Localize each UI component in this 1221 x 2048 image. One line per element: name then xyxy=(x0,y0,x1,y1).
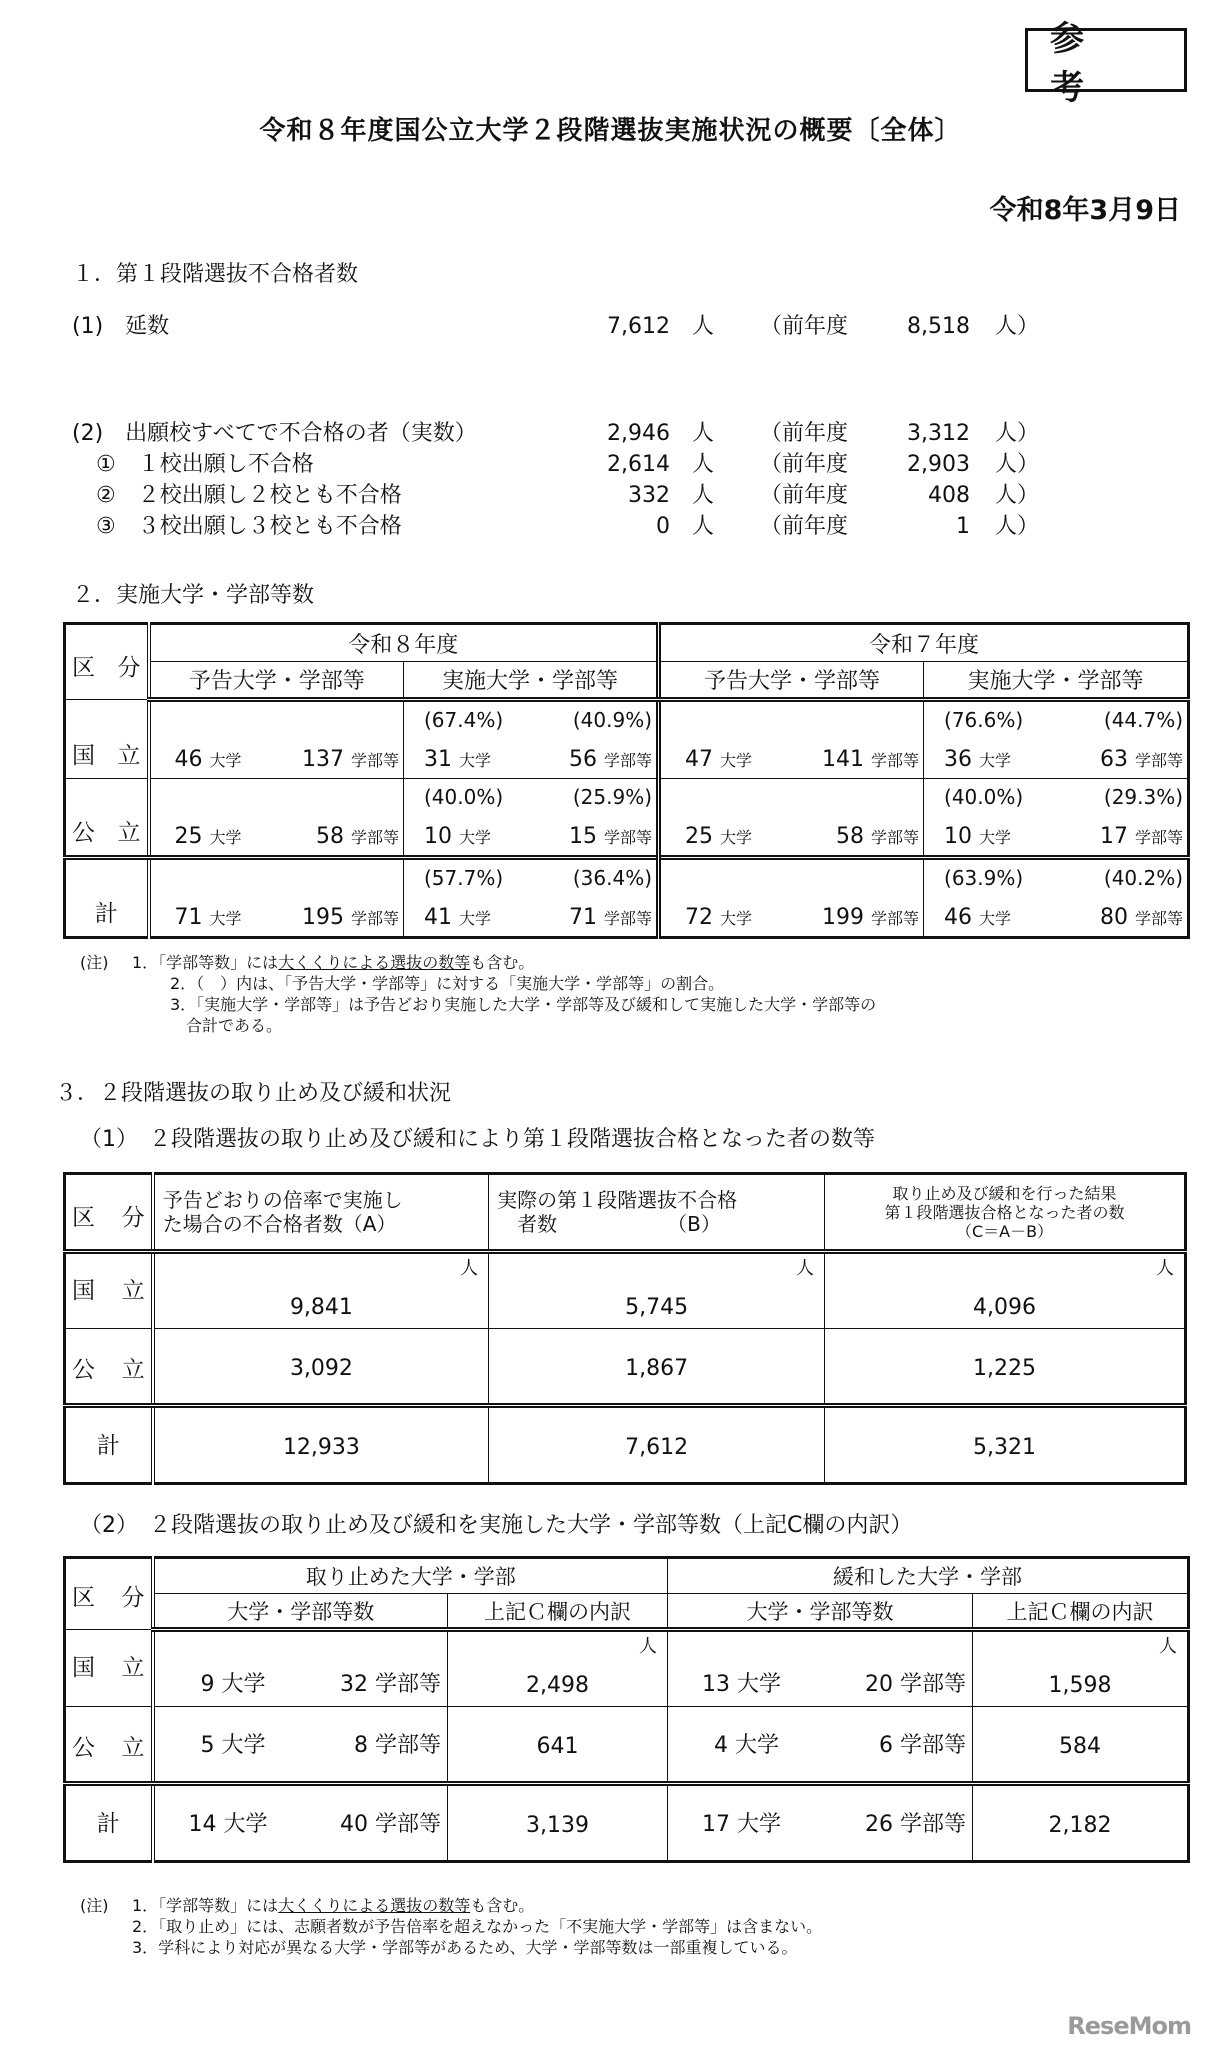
row-value: 7,612 xyxy=(607,314,670,339)
year-header-r7: 令和７年度 xyxy=(659,624,1189,662)
section1-row xyxy=(0,481,1221,511)
table-row: 国 立 46 大学 137 学部等 (67.4%) (40.9%) 31 大学 56 学部等 47 大学 141 学部等 (76.6%) (44.7%) 36 大学 63 学部等 xyxy=(65,700,1189,779)
group-header-stopped: 取り止めた大学・学部 xyxy=(153,1558,668,1594)
section1-row xyxy=(0,419,1221,449)
note-1: 1．「学部等数」には大くくりによる選抜の数等も含む。 xyxy=(132,1896,535,1915)
subheader-ease-c: 上記Ｃ欄の内訳 xyxy=(973,1594,1189,1630)
prev-suffix: 人） xyxy=(995,452,1040,477)
row-value: 2,946 xyxy=(607,421,670,446)
note-3-cont: 合計である。 xyxy=(186,1016,283,1035)
row-unit: 人 xyxy=(692,314,715,339)
subheader-yokoku-r7: 予告大学・学部等 xyxy=(659,662,924,700)
prev-value: 2,903 xyxy=(907,452,970,477)
prev-value: 1 xyxy=(956,514,970,539)
table-header-row xyxy=(65,1558,1189,1594)
rejection-count-table xyxy=(63,1172,1187,1485)
section1-row xyxy=(0,512,1221,542)
table-row-total: 計 12,933 7,612 5,321 xyxy=(65,1406,1186,1484)
prev-suffix: 人） xyxy=(995,314,1040,339)
row-label: (1) 延数 xyxy=(72,314,170,339)
section1-heading: １．第１段階選抜不合格者数 xyxy=(72,262,359,287)
prev-suffix: 人） xyxy=(995,483,1040,508)
header-c: 取り止め及び緩和を行った結果 第１段階選抜合格となった者の数 （C＝A－B） xyxy=(825,1174,1186,1252)
row-unit: 人 xyxy=(692,421,715,446)
note-1: 1．「学部等数」には大くくりによる選抜の数等も含む。 xyxy=(132,953,535,972)
subheader-jisshi-r8: 実施大学・学部等 xyxy=(404,662,659,700)
section3-sub1-heading: （1） ２段階選抜の取り止め及び緩和により第１段階選抜合格となった者の数等 xyxy=(80,1127,875,1152)
header-b: 実際の第１段階選抜不合格 者数 （B） xyxy=(489,1174,825,1252)
table-row-total: 計 14 大学 40 学部等 3,139 17 大学 26 学部等 2,182 xyxy=(65,1784,1189,1862)
row-unit: 人 xyxy=(692,452,715,477)
subheader-ease-count: 大学・学部等数 xyxy=(668,1594,973,1630)
reference-label: 参 考 xyxy=(1050,19,1162,108)
prev-suffix: 人） xyxy=(995,514,1040,539)
note-3: 3．「実施大学・学部等」は予告どおり実施した大学・学部等及び緩和して実施した大学・学部等の xyxy=(170,995,877,1014)
document-date: 令和8年3月9日 xyxy=(989,195,1181,226)
table-subheader-row xyxy=(65,662,1189,700)
year-header-r8: 令和８年度 xyxy=(149,624,659,662)
section3-sub2-heading: （2） ２段階選抜の取り止め及び緩和を実施した大学・学部等数（上記C欄の内訳） xyxy=(80,1513,913,1538)
table-header-row xyxy=(65,1174,1186,1252)
row-value: 2,614 xyxy=(607,452,670,477)
section1-row xyxy=(0,450,1221,480)
prev-prefix: （前年度 xyxy=(760,514,849,539)
table-subheader-row xyxy=(65,1594,1189,1630)
row-label: ③ ３校出願し３校とも不合格 xyxy=(96,514,402,539)
kubun-header: 区 分 xyxy=(65,1174,153,1252)
section1-row xyxy=(0,312,1221,342)
note-2: 2．（ ）内は、「予告大学・学部等」に対する「実施大学・学部等」の割合。 xyxy=(170,974,725,993)
prev-value: 8,518 xyxy=(907,314,970,339)
table-row: 国 立 9 大学 32 学部等 人 2,498 13 大学 20 学部等 人 1,598 xyxy=(65,1630,1189,1707)
implementation-table xyxy=(63,622,1190,939)
subheader-yokoku-r8: 予告大学・学部等 xyxy=(149,662,404,700)
kubun-header: 区 分 xyxy=(65,624,149,700)
header-a: 予告どおりの倍率で実施し た場合の不合格者数（A） xyxy=(153,1174,489,1252)
row-value: 332 xyxy=(628,483,670,508)
notes-prefix: (注) xyxy=(80,1896,109,1915)
stop-ease-breakdown-table xyxy=(63,1556,1190,1863)
page-title: 令和８年度国公立大学２段階選抜実施状況の概要〔全体〕 xyxy=(259,116,962,146)
notes-prefix: (注) xyxy=(80,953,109,972)
table-row: 国 立 人 9,841 人 5,745 人 4,096 xyxy=(65,1252,1186,1329)
reference-label-box xyxy=(1025,19,1187,108)
kubun-header: 区 分 xyxy=(65,1558,153,1630)
prev-prefix: （前年度 xyxy=(760,483,849,508)
row-unit: 人 xyxy=(692,514,715,539)
table-header-row xyxy=(65,624,1189,662)
table-row-total: 計 71 大学 195 学部等 (57.7%) (36.4%) 41 大学 71 学部等 72 大学 199 学部等 (63.9%) (40.2%) 46 大学 80 学部等 xyxy=(65,858,1189,938)
table-row: 公 立 3,092 1,867 1,225 xyxy=(65,1329,1186,1406)
row-value: 0 xyxy=(656,514,670,539)
row-label: ② ２校出願し２校とも不合格 xyxy=(96,483,402,508)
section3-heading: ３．２段階選抜の取り止め及び緩和状況 xyxy=(55,1081,452,1106)
note-2: 2．「取り止め」には、志願者数が予告倍率を超えなかった「不実施大学・学部等」は含まない。 xyxy=(132,1917,823,1936)
row-unit: 人 xyxy=(692,483,715,508)
row-label: (2) 出願校すべてで不合格の者（実数） xyxy=(72,421,477,446)
prev-prefix: （前年度 xyxy=(760,421,849,446)
section2-heading: ２．実施大学・学部等数 xyxy=(72,583,315,608)
prev-prefix: （前年度 xyxy=(760,452,849,477)
note-3: 3．学科により対応が異なる大学・学部等があるため、大学・学部等数は一部重複している。 xyxy=(132,1938,798,1957)
table-row: 公 立 25 大学 58 学部等 (40.0%) (25.9%) 10 大学 15 学部等 25 大学 58 学部等 (40.0%) (29.3%) 10 大学 17 学部等 xyxy=(65,779,1189,858)
prev-prefix: （前年度 xyxy=(760,314,849,339)
table-row: 公 立 5 大学 8 学部等 641 4 大学 6 学部等 584 xyxy=(65,1707,1189,1784)
resemom-watermark-logo: ReseMom xyxy=(1067,2012,1191,2040)
subheader-jisshi-r7: 実施大学・学部等 xyxy=(924,662,1189,700)
subheader-stop-c: 上記Ｃ欄の内訳 xyxy=(448,1594,668,1630)
prev-suffix: 人） xyxy=(995,421,1040,446)
prev-value: 408 xyxy=(928,483,970,508)
subheader-stop-count: 大学・学部等数 xyxy=(153,1594,448,1630)
group-header-eased: 緩和した大学・学部 xyxy=(668,1558,1189,1594)
prev-value: 3,312 xyxy=(907,421,970,446)
row-label: ① １校出願し不合格 xyxy=(96,452,314,477)
